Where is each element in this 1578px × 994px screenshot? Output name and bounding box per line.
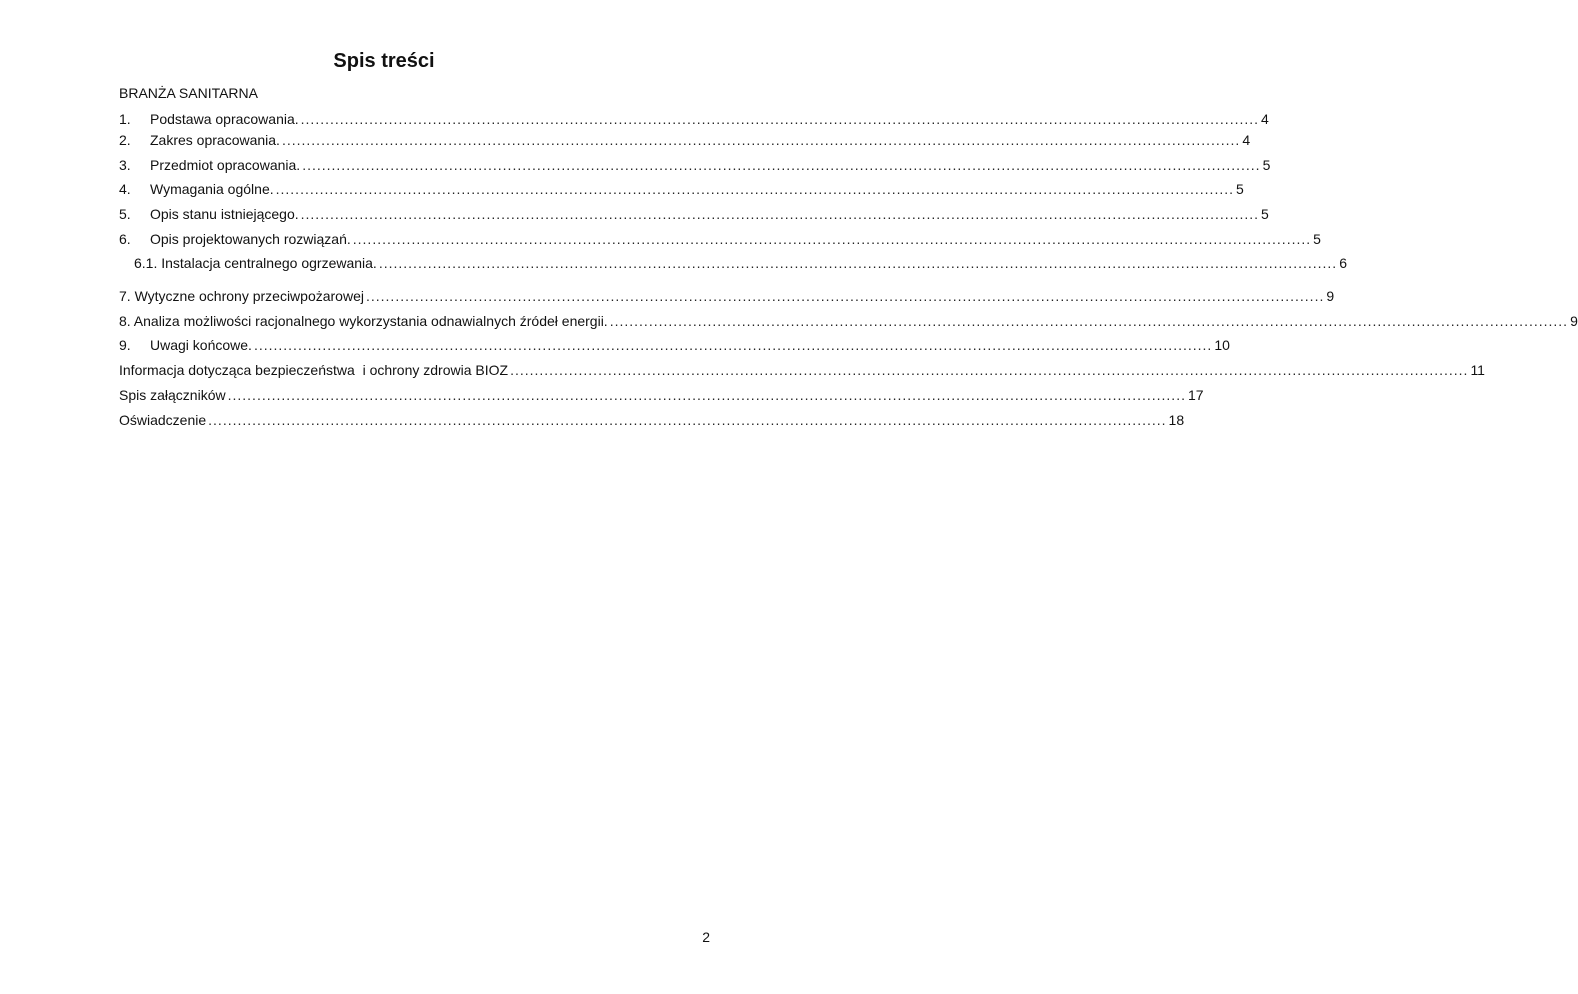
toc-entry-text: Opis projektowanych rozwiązań.: [150, 231, 351, 247]
toc-entry[interactable]: [119, 156, 1271, 174]
toc-entry-number: 4.: [119, 181, 131, 197]
toc-entry-text: 8. Analiza możliwości racjonalnego wykorzystania odnawialnych źródeł energii.: [119, 313, 608, 329]
toc-dot-leader: ....................................................................................................................................................................................................: [253, 337, 1213, 353]
toc-dot-leader: ....................................................................................................................................................................................................: [510, 362, 1469, 378]
section-heading: BRANŻA SANITARNA: [119, 85, 258, 101]
toc-dot-leader: ....................................................................................................................................................................................................: [281, 132, 1241, 148]
toc-entry-page: 6: [1339, 255, 1347, 271]
toc-entry-page: 17: [1187, 387, 1204, 403]
toc-entry-page: 5: [1262, 157, 1271, 173]
toc-dot-leader: ....................................................................................................................................................................................................: [378, 255, 1338, 271]
toc-entry-page: 4: [1242, 132, 1251, 148]
toc-entry-page: 5: [1261, 206, 1269, 222]
toc-entry-page: 5: [1236, 181, 1244, 197]
toc-entry-number: 3.: [119, 157, 131, 173]
toc-dot-leader: ....................................................................................................................................................................................................: [300, 206, 1260, 222]
toc-entry-text: Opis stanu istniejącego.: [150, 206, 299, 222]
toc-entry[interactable]: [119, 287, 1335, 305]
toc-entry-page: 9: [1570, 313, 1578, 329]
toc-dot-leader: ....................................................................................................................................................................................................: [208, 412, 1167, 428]
toc-title: Spis treści: [333, 50, 435, 72]
toc-entry[interactable]: [119, 131, 1251, 149]
page-number: 2: [702, 929, 710, 945]
toc-entry-text: Spis załączników: [119, 387, 226, 403]
toc-entry-text: Informacja dotycząca bezpieczeństwa i ochrony zdrowia BIOZ: [119, 362, 509, 378]
toc-entry-number: 9.: [119, 337, 131, 353]
toc-entry-page: 10: [1214, 337, 1230, 353]
toc-entry[interactable]: [119, 361, 1485, 379]
toc-entry-text: 7. Wytyczne ochrony przeciwpożarowej: [119, 288, 364, 304]
toc-entry[interactable]: [134, 254, 1347, 272]
toc-entry[interactable]: [119, 386, 1204, 404]
toc-entry[interactable]: [119, 205, 1269, 223]
toc-dot-leader: ....................................................................................................................................................................................................: [302, 157, 1261, 173]
toc-entry-number: 6.: [119, 231, 131, 247]
toc-entry-text: Oświadczenie: [119, 412, 207, 428]
toc-entry-text: Wymagania ogólne.: [150, 181, 274, 197]
toc-entry-page: 11: [1470, 362, 1485, 378]
toc-dot-leader: ....................................................................................................................................................................................................: [300, 111, 1260, 127]
toc-dot-leader: ....................................................................................................................................................................................................: [227, 387, 1186, 403]
toc-entry-text: Przedmiot opracowania.: [150, 157, 301, 173]
toc-dot-leader: ....................................................................................................................................................................................................: [609, 313, 1569, 329]
toc-entry-number: 2.: [119, 132, 131, 148]
toc-dot-leader: ....................................................................................................................................................................................................: [365, 288, 1325, 304]
toc-entry[interactable]: [119, 312, 1578, 330]
toc-entry-page: 4: [1261, 111, 1269, 127]
toc-entry[interactable]: [119, 230, 1321, 248]
toc-entry-page: 9: [1326, 288, 1335, 304]
toc-entry-text: Uwagi końcowe.: [150, 337, 252, 353]
toc-entry[interactable]: [119, 411, 1185, 429]
toc-entry-text: 6.1. Instalacja centralnego ogrzewania.: [134, 255, 377, 271]
toc-entry[interactable]: [119, 180, 1244, 198]
toc-entry-text: Zakres opracowania.: [150, 132, 280, 148]
toc-entry[interactable]: [119, 110, 1269, 128]
toc-entry-text: Podstawa opracowania.: [150, 111, 299, 127]
toc-entry-number: 5.: [119, 206, 131, 222]
toc-entry[interactable]: [119, 336, 1230, 354]
toc-dot-leader: ....................................................................................................................................................................................................: [352, 231, 1312, 247]
toc-entry-page: 18: [1168, 412, 1185, 428]
toc-entry-number: 1.: [119, 111, 131, 127]
toc-dot-leader: ....................................................................................................................................................................................................: [275, 181, 1234, 197]
toc-entry-page: 5: [1313, 231, 1321, 247]
